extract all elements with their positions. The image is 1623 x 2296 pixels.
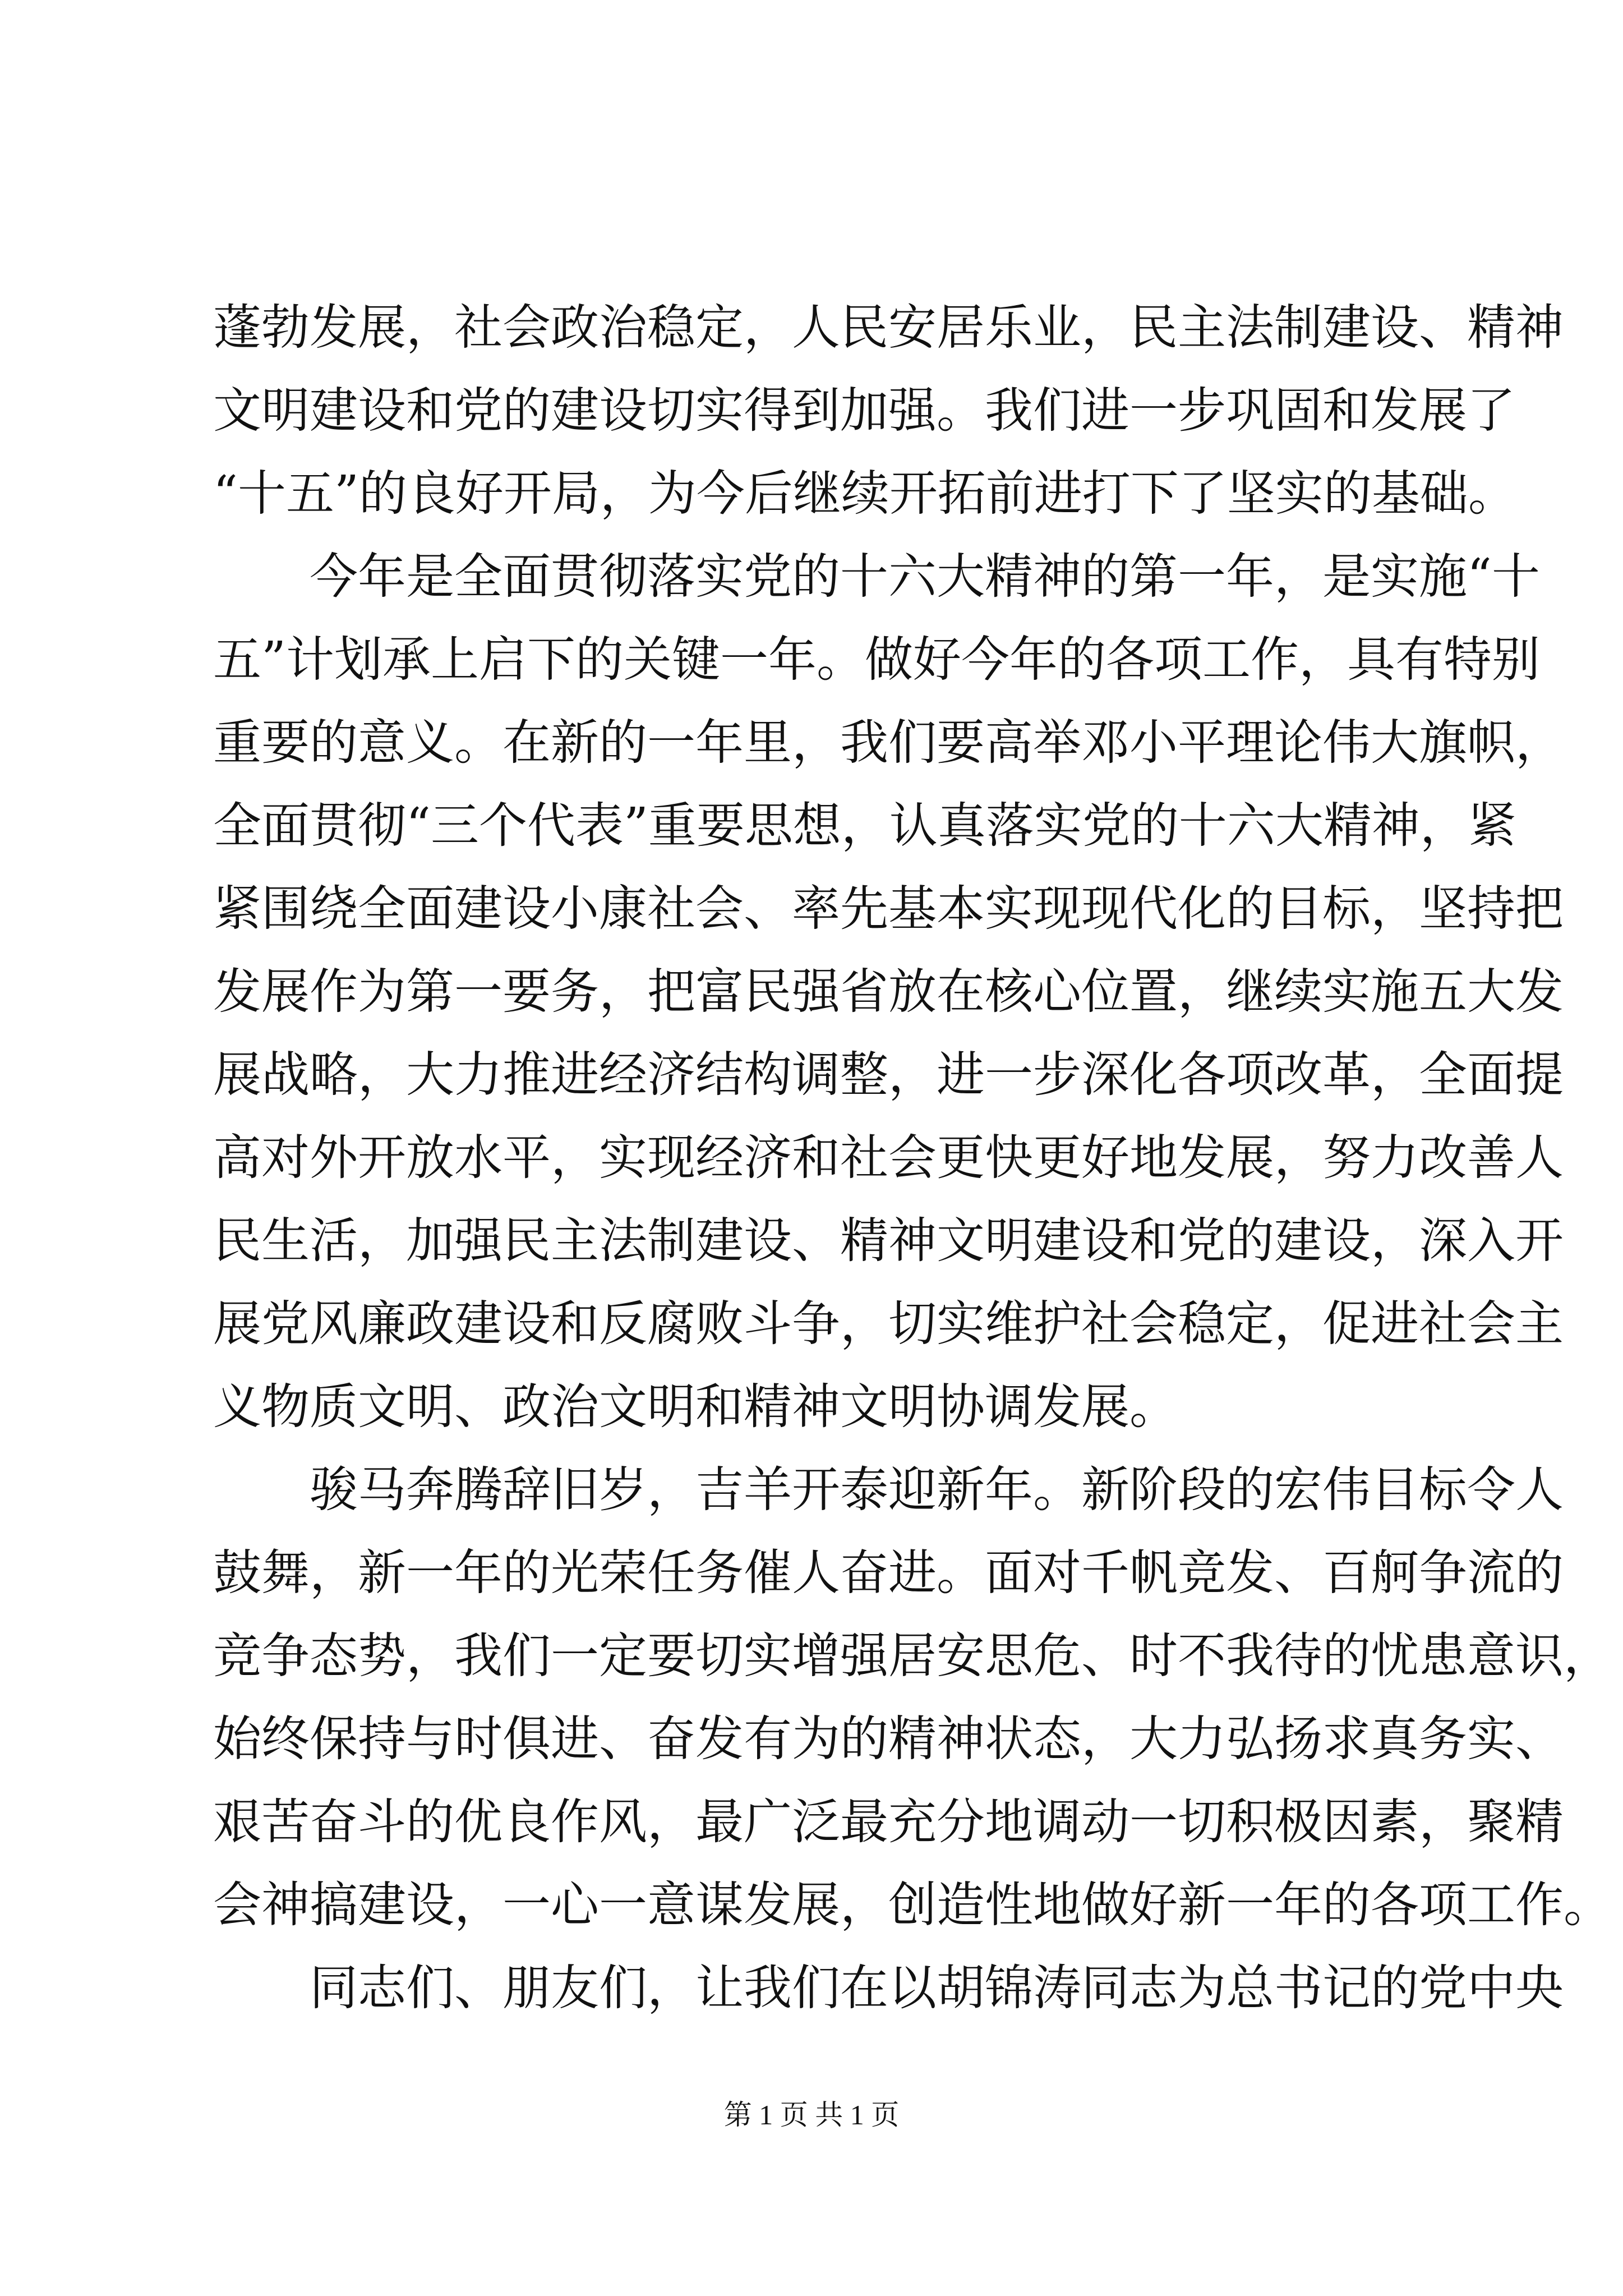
text-line: 五”计划承上启下的关键一年。做好今年的各项工作，具有特别 xyxy=(213,632,1540,688)
text-line: 蓬勃发展，社会政治稳定，人民安居乐业，民主法制建设、精神 xyxy=(213,300,1564,356)
text-line: 文明建设和党的建设切实得到加强。我们进一步巩固和发展了 xyxy=(213,383,1515,439)
text-line: 展战略，大力推进经济结构调整，进一步深化各项改革，全面提 xyxy=(213,1047,1564,1103)
body-text xyxy=(213,286,1612,2030)
paragraph-first-line: 今年是全面贯彻落实党的十六大精神的第一年，是实施“十 xyxy=(310,549,1540,605)
text-line: 紧围绕全面建设小康社会、率先基本实现现代化的目标，坚持把 xyxy=(213,881,1564,937)
paragraph-first-line: 同志们、朋友们，让我们在以胡锦涛同志为总书记的党中央 xyxy=(310,1960,1564,2016)
page-footer: 第 1 页 共 1 页 xyxy=(723,2099,900,2131)
text-line: 重要的意义。在新的一年里，我们要高举邓小平理论伟大旗帜， xyxy=(213,715,1564,771)
text-line: 始终保持与时俱进、奋发有为的精神状态，大力弘扬求真务实、 xyxy=(213,1711,1564,1767)
text-line: 会神搞建设，一心一意谋发展，创造性地做好新一年的各项工作。 xyxy=(213,1877,1612,1933)
text-line: 高对外开放水平，实现经济和社会更快更好地发展，努力改善人 xyxy=(213,1130,1564,1186)
text-line: 展党风廉政建设和反腐败斗争，切实维护社会稳定，促进社会主 xyxy=(213,1296,1564,1352)
text-line: 义物质文明、政治文明和精神文明协调发展。 xyxy=(213,1379,1178,1435)
paragraph-first-line: 骏马奔腾辞旧岁，吉羊开泰迎新年。新阶段的宏伟目标令人 xyxy=(310,1462,1564,1518)
text-line: 竞争态势，我们一定要切实增强居安思危、时不我待的忧患意识， xyxy=(213,1628,1612,1684)
text-line: 全面贯彻“三个代表”重要思想，认真落实党的十六大精神，紧 xyxy=(213,798,1516,854)
text-line: 民生活，加强民主法制建设、精神文明建设和党的建设，深入开 xyxy=(213,1213,1564,1269)
text-line: 鼓舞，新一年的光荣任务催人奋进。面对千帆竞发、百舸争流的 xyxy=(213,1545,1564,1601)
text-line: 艰苦奋斗的优良作风，最广泛最充分地调动一切积极因素，聚精 xyxy=(213,1794,1564,1850)
text-line: “十五”的良好开局，为今后继续开拓前进打下了坚实的基础。 xyxy=(213,466,1516,522)
text-line: 发展作为第一要务，把富民强省放在核心位置，继续实施五大发 xyxy=(213,964,1564,1020)
